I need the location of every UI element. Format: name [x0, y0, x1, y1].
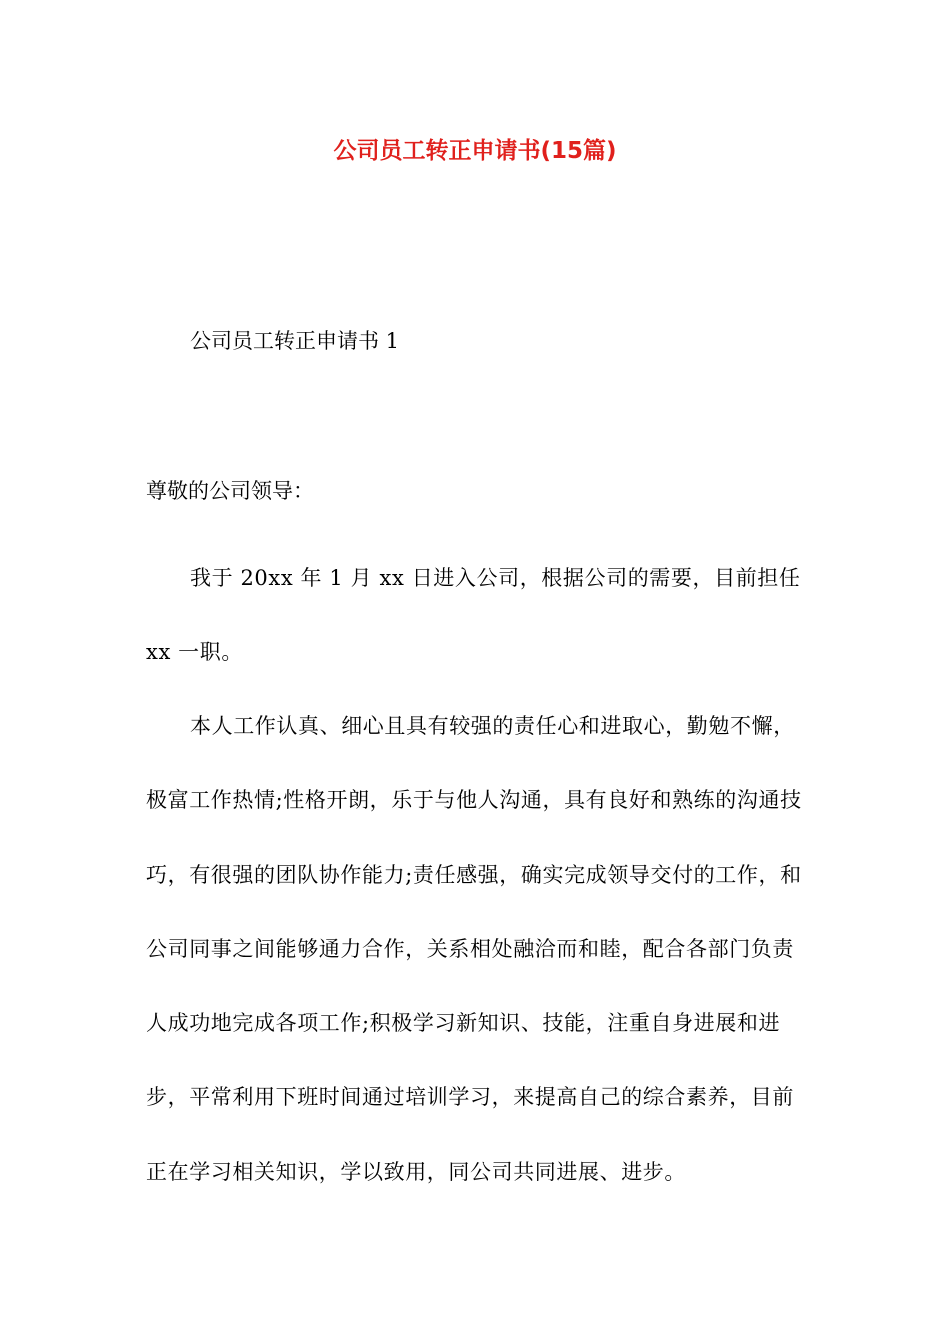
paragraph-2: 本人工作认真、细心且具有较强的责任心和进取心，勤勉不懈，极富工作热情;性格开朗，乐于与他人沟通，具有良好和熟练的沟通技巧，有很强的团队协作能力;责任感强，确实完成领导交付的工作，和公司同事之间能够通力合作，关系相处融洽而和睦，配合各部门负责人成功地完成各项工作;积极学习新知识、技能，注重自身进展和进步，平常利用下班时间通过培训学习，来提高自己的综合素养，目前正在学习相关知识，学以致用，同公司共同进展、进步。	[146, 714, 802, 1184]
salutation: 尊敬的公司领导：	[146, 479, 314, 503]
document-title: 公司员工转正申请书(15篇)	[333, 138, 617, 164]
section-heading: 公司员工转正申请书 1	[190, 329, 400, 353]
paragraph-1: 我于 20xx 年 1 月 xx 日进入公司，根据公司的需要，目前担任 xx 一职。	[146, 566, 801, 665]
